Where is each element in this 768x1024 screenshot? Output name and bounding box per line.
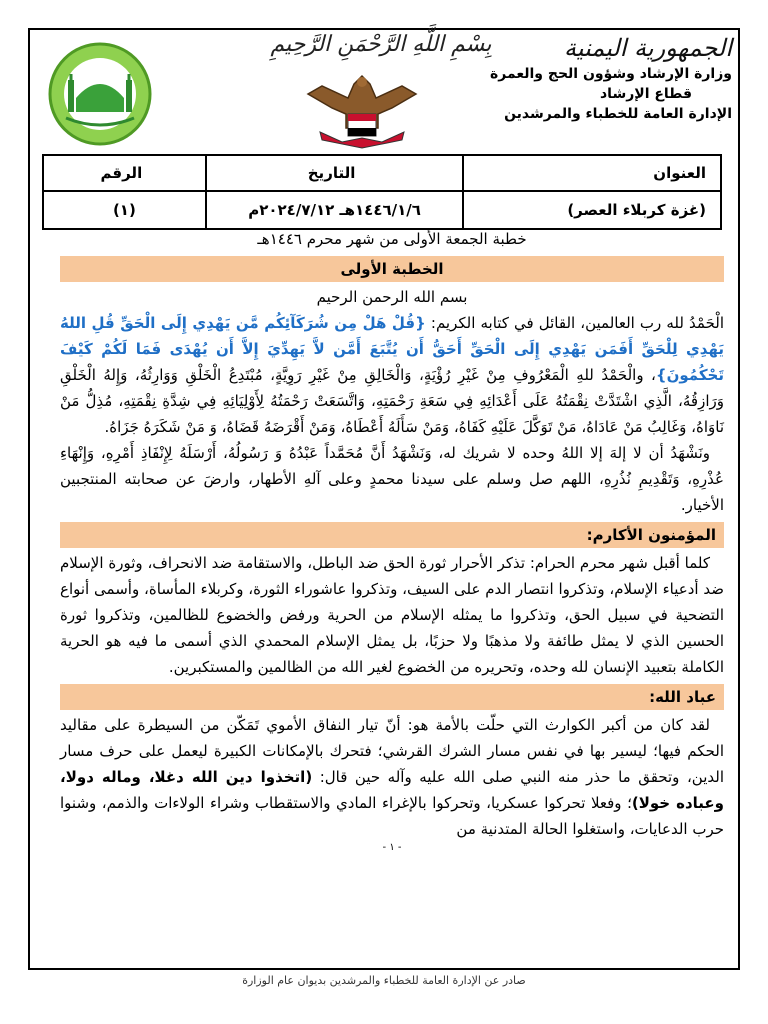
paragraph-praise [60, 310, 724, 440]
praise-continuation: ، والْحَمْدُ للهِ الْمَعْرُوفِ مِنْ غَيْرِ رُؤْيَةٍ، وَالْخَالِقِ مِنْ غَيْرِ رَوِيَّةٍ، مُبْتَدِعُ الْخَلْقِ وَوَارِثُهُ، وَإِلهُ الْخَلْقِ وَرَازِقُهُ، الَّذِي اشْتَدَّتْ نِقْمَتُهُ عَلَى أَعْدَائِهِ فِي سَعَةِ رَحْمَتِهِ، وَاتَّسَعَتْ رَحْمَتُهُ لِأَوْلِيَائِهِ فِي شِدَّةِ نِقْمَتِهِ، مُذِلُّ مَنْ نَاوَاهُ، وَغَالِبُ مَنْ عَادَاهُ، مَنْ تَوَكَّلَ عَلَيْهِ كَفَاهُ، وَمَنْ سَأَلَهُ أَعْطَاهُ، وَمَنْ أَقْرَضَهُ قَضَاهُ، وَ مَنْ شَكَرَهُ جَزَاهُ. [60, 366, 724, 436]
number-value: (١) [43, 191, 206, 229]
hadith-quote: (اتخذوا دين الله دغلا، وماله دولا، وعباده خولا) [60, 768, 724, 812]
sector-name: قطاع الإرشاد [600, 86, 692, 102]
title-label: العنوان [463, 155, 721, 191]
department-logo [46, 40, 154, 148]
sermon-info-table [42, 154, 722, 230]
letterhead [30, 30, 738, 150]
ministry-name: وزارة الإرشاد وشؤون الحج والعمرة [489, 66, 732, 82]
section-heading-believers: المؤمنون الأكارم: [60, 522, 724, 548]
footer-issuer: صادر عن الإدارة العامة للخطباء والمرشدين بديوان عام الوزارة [242, 974, 526, 987]
basmala-text: بسم الله الرحمن الرحيم [316, 288, 468, 306]
praise-opening: الْحَمْدُ لله رب العالمين، القائل في كتابه الكريم: [425, 314, 724, 332]
title-value: (غزة كربلاء العصر) [463, 191, 721, 229]
date-label: التاريخ [206, 155, 464, 191]
number-label: الرقم [43, 155, 206, 191]
paragraph-muharram: كلما أقبل شهر محرم الحرام: تذكر الأحرار ثورة الحق ضد الباطل، والاستقامة ضد الانحراف، وثورة الإسلام ضد أدعياء الإسلام، وتذكروا انتصار الدم على السيف، وتذكروا عاشوراء الثورة، وكربلاء المأساة، وأسمى أنواع التضحية في سبيل الحق، وتذكروا ما يمثله الإسلام من الحرية ورفض والخضوع للظالمين، وتذكروا ثورة الحسين الذي لا يمثل طائفة ولا مذهبًا ولا حزبًا، بل يمثل الإسلام المحمدي الذي أسمى ما فيه هو الحرية الكاملة بتعبيد الإنسان لله وحده، وتحريره من الخضوع لغير الله من الظالمين والمستكبرين. [60, 554, 724, 676]
page-number: - ۱ - [382, 842, 402, 853]
yemen-eagle-emblem-icon [302, 68, 422, 150]
department-name: الإدارة العامة للخطباء والمرشدين [504, 106, 732, 122]
basmala-calligraphy: بِسْمِ اللَّهِ الرَّحْمَنِ الرَّحِيمِ [270, 32, 492, 57]
calamities-continuation: ؛ وفعلا تحركوا عسكريا، وتحركوا بالإغراء المادي والاستقطاب وشراء الولاءات والذمم، وشنوا حرب الدعايات، واستغلوا الحالة المتدنية من [60, 794, 724, 838]
paragraph-calamities [60, 712, 724, 842]
section-heading-first-sermon: الخطبة الأولى [60, 256, 724, 282]
calamities-opening: لقد كان من أكبر الكوارث التي حلّت بالأمة هو: أنّ تيار النفاق الأموي تَمَكّن من السيطرة على مقاليد الحكم فيها؛ ليسير بها في نفس مسار الشرك القرشي؛ فتحرك بالإمكانات الكبيرة ليعمل على حرف مسار الدين، وتحقق ما حذر منه النبي صلى الله عليه وآله حين قال: [60, 716, 724, 786]
section-heading-servants: عباد الله: [60, 684, 724, 710]
ministry-block [489, 32, 732, 124]
date-value: ١٤٤٦/١/٦هـ ٢٠٢٤/٧/١٢م [206, 191, 464, 229]
quran-verse: {قُلْ هَلْ مِن شُرَكَآئِكُم مَّن يَهْدِي إِلَى الْحَقِّ قُلِ اللهُ يَهْدِي لِلْحَقِّ أَفَمَن يَهْدِي إِلَى الْحَقِّ أَحَقُّ أَن يُتَّبَعَ أَمَّن لاَّ يَهِدِّيَ إِلاَّ أَن يُهْدَى فَمَا لَكُمْ كَيْفَ تَحْكُمُونَ} [60, 314, 724, 384]
republic-title: الجمهورية اليمنية [563, 34, 732, 62]
sermon-body [60, 226, 724, 854]
sermon-intro: خطبة الجمعة الأولى من شهر محرم ١٤٤٦هـ [257, 230, 527, 248]
mosque-logo-icon [46, 40, 154, 148]
paragraph-shahada: ونَشْهَدُ أن لا إلهَ إلا اللهُ وحده لا شريك له، وَنَشْهَدُ أَنَّ مُحَمَّداً عَبْدُهُ وَ رَسُولُهُ، أَرْسَلَهُ لِإِنْفَاذِ أَمْرِهِ، وَإِنْهَاءِ عُذْرِهِ، وَتَقْدِيمِ نُذُرِهِ، اللهم صل وسلم على سيدنا محمدٍ وعلى آلهِ الأطهار، وارضَ عن صحابته المنتجبين الأخيار. [60, 444, 724, 514]
